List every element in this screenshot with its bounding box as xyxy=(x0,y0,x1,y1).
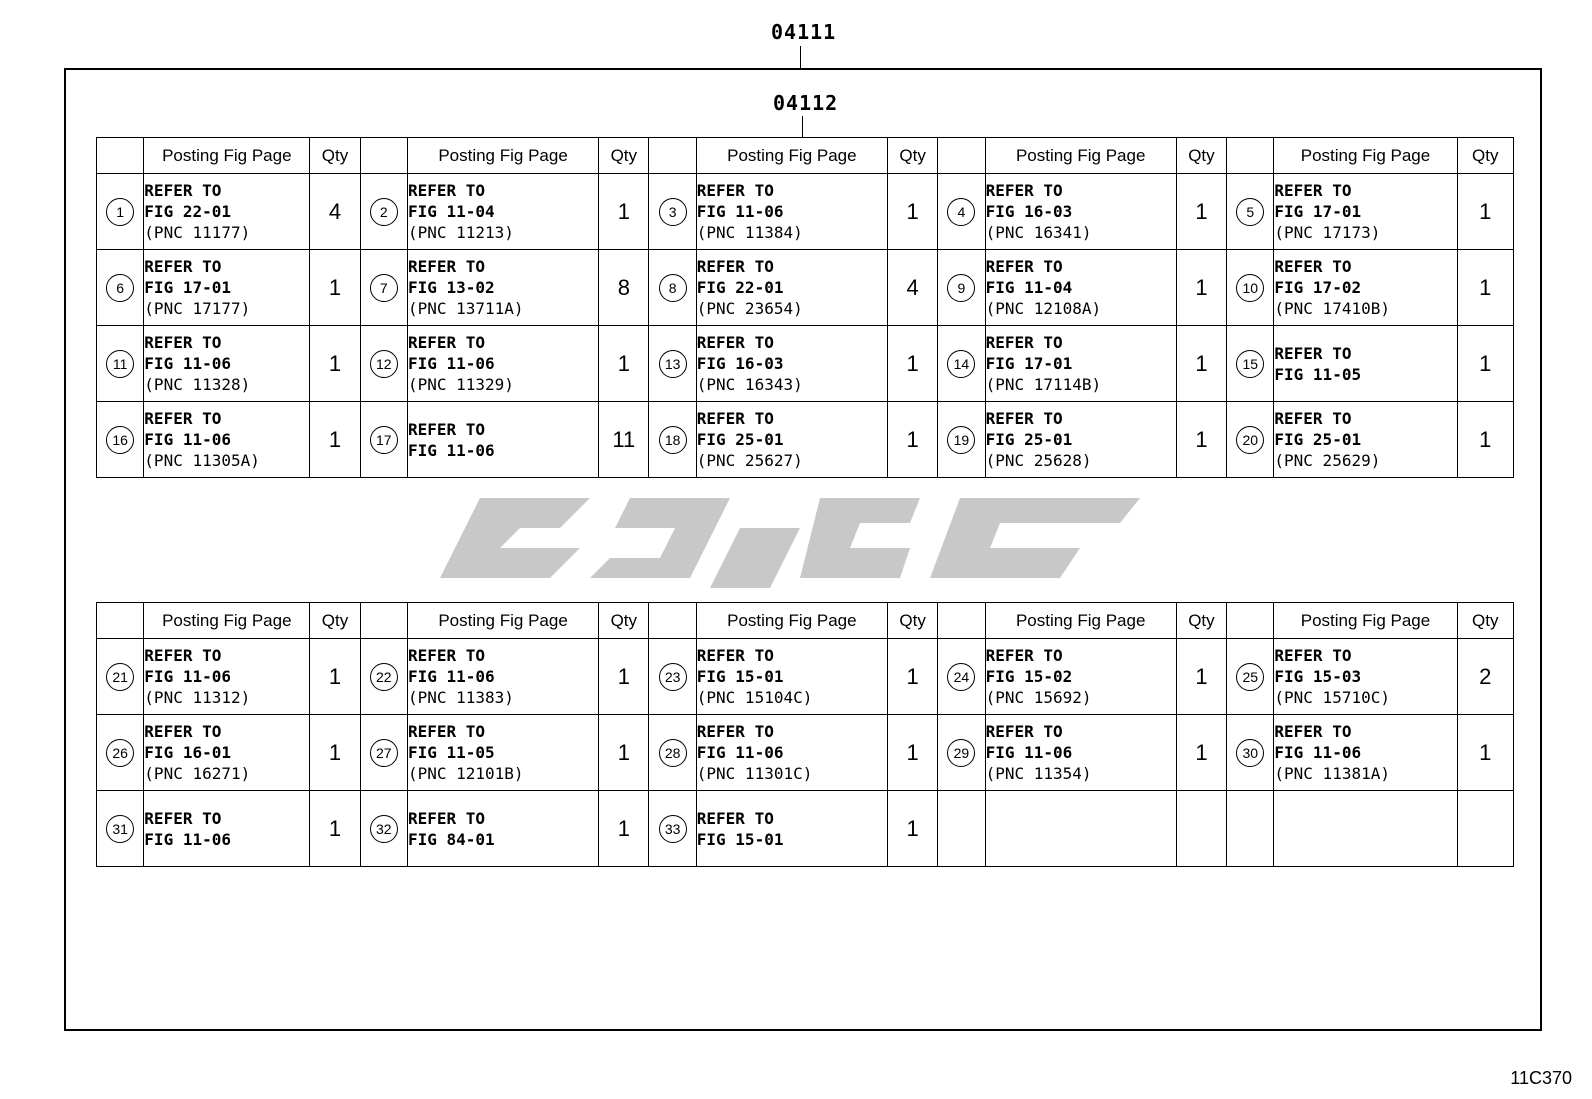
parts-table-lower xyxy=(96,602,1514,867)
fig-page-text: FIG 16-01 xyxy=(144,743,231,762)
posting-reference-cell xyxy=(985,174,1176,250)
item-number-cell xyxy=(97,639,144,715)
item-number-cell xyxy=(938,326,985,402)
fig-page-text: FIG 15-02 xyxy=(985,667,1073,686)
pnc-text: (PNC 12101B) xyxy=(407,764,524,783)
inner-assembly-label: 04112 xyxy=(773,91,839,115)
posting-reference-cell xyxy=(1274,791,1457,867)
refer-to-text: REFER TO xyxy=(144,722,222,741)
item-number-circle: 26 xyxy=(106,739,134,767)
item-number-cell xyxy=(938,639,985,715)
table-row xyxy=(97,715,1514,791)
item-number-circle: 31 xyxy=(106,815,134,843)
item-number-cell xyxy=(360,639,407,715)
item-number-cell xyxy=(1227,174,1274,250)
item-number-circle: 30 xyxy=(1236,739,1264,767)
fig-page-text: FIG 16-03 xyxy=(985,202,1073,221)
quantity-cell: 1 xyxy=(1457,326,1513,402)
refer-to-text: REFER TO xyxy=(144,333,222,352)
refer-to-text: REFER TO xyxy=(696,722,774,741)
item-number-cell xyxy=(97,250,144,326)
item-number-cell xyxy=(649,791,696,867)
header-posting-fig-page: Posting Fig Page xyxy=(696,603,887,639)
table-header-row xyxy=(97,138,1514,174)
item-number-circle: 28 xyxy=(659,739,687,767)
item-number-circle: 10 xyxy=(1236,274,1264,302)
refer-to-text: REFER TO xyxy=(144,257,222,276)
posting-reference-cell xyxy=(696,715,887,791)
item-number-circle: 21 xyxy=(106,663,134,691)
quantity-cell: 1 xyxy=(599,791,649,867)
item-number-cell xyxy=(649,326,696,402)
quantity-cell: 1 xyxy=(310,250,360,326)
item-number-circle: 9 xyxy=(947,274,975,302)
header-posting-fig-page: Posting Fig Page xyxy=(144,138,310,174)
quantity-cell: 1 xyxy=(887,715,937,791)
header-blank-cell xyxy=(938,138,985,174)
pnc-text: (PNC 16343) xyxy=(696,375,803,394)
item-number-cell xyxy=(649,402,696,478)
posting-reference-cell xyxy=(407,250,598,326)
fig-page-text: FIG 11-06 xyxy=(407,440,495,460)
refer-to-text: REFER TO xyxy=(696,646,774,665)
fig-page-text: FIG 11-06 xyxy=(144,667,231,686)
item-number-circle: 7 xyxy=(370,274,398,302)
table-row xyxy=(97,791,1514,867)
quantity-cell: 2 xyxy=(1457,639,1513,715)
header-blank-cell xyxy=(1227,603,1274,639)
refer-to-text: REFER TO xyxy=(985,409,1063,428)
posting-reference-cell xyxy=(144,715,310,791)
item-number-cell xyxy=(1227,326,1274,402)
item-number-circle: 11 xyxy=(106,350,134,378)
header-qty: Qty xyxy=(1176,603,1226,639)
item-number-cell xyxy=(97,326,144,402)
header-qty: Qty xyxy=(1176,138,1226,174)
fig-page-text: FIG 25-01 xyxy=(985,430,1073,449)
figure-code: 11C370 xyxy=(1510,1068,1572,1088)
posting-reference-cell xyxy=(1274,402,1457,478)
header-posting-fig-page: Posting Fig Page xyxy=(985,603,1176,639)
posting-reference-cell xyxy=(144,250,310,326)
fig-page-text: FIG 17-01 xyxy=(985,354,1073,373)
header-blank-cell xyxy=(97,138,144,174)
table-row xyxy=(97,174,1514,250)
refer-to-text: REFER TO xyxy=(407,333,486,352)
item-number-circle: 14 xyxy=(947,350,975,378)
pnc-text: (PNC 12108A) xyxy=(985,299,1102,318)
refer-to-text: REFER TO xyxy=(696,808,774,828)
posting-reference-cell xyxy=(985,326,1176,402)
quantity-cell xyxy=(1457,791,1513,867)
header-qty: Qty xyxy=(887,603,937,639)
refer-to-text: REFER TO xyxy=(1274,181,1352,200)
quantity-cell: 1 xyxy=(599,174,649,250)
pnc-text: (PNC 17173) xyxy=(1274,223,1381,242)
posting-reference-cell xyxy=(696,326,887,402)
item-number-cell xyxy=(938,250,985,326)
quantity-cell: 1 xyxy=(1176,715,1226,791)
outer-leader-line xyxy=(800,46,801,68)
fig-page-text: FIG 84-01 xyxy=(407,829,495,849)
item-number-circle: 19 xyxy=(947,426,975,454)
header-qty: Qty xyxy=(599,603,649,639)
pnc-text: (PNC 11354) xyxy=(985,764,1092,783)
pnc-text: (PNC 11305A) xyxy=(144,451,260,470)
quantity-cell: 8 xyxy=(599,250,649,326)
item-number-cell xyxy=(360,250,407,326)
refer-to-text: REFER TO xyxy=(144,646,222,665)
refer-to-text: REFER TO xyxy=(1274,646,1352,665)
quantity-cell: 1 xyxy=(1457,174,1513,250)
header-qty: Qty xyxy=(1457,138,1513,174)
table-row xyxy=(97,250,1514,326)
item-number-cell xyxy=(938,791,985,867)
item-number-cell xyxy=(1227,791,1274,867)
posting-reference-cell xyxy=(407,174,598,250)
quantity-cell: 1 xyxy=(599,715,649,791)
quantity-cell: 1 xyxy=(887,791,937,867)
table-row xyxy=(97,326,1514,402)
item-number-cell xyxy=(938,174,985,250)
fig-page-text: FIG 11-06 xyxy=(1274,743,1362,762)
outer-assembly-label: 04111 xyxy=(771,20,837,44)
table-row xyxy=(97,402,1514,478)
fig-page-text: FIG 17-02 xyxy=(1274,278,1362,297)
item-number-circle: 1 xyxy=(106,198,134,226)
fig-page-text: FIG 22-01 xyxy=(696,278,784,297)
pnc-text: (PNC 16341) xyxy=(985,223,1092,242)
item-number-cell xyxy=(97,402,144,478)
item-number-cell xyxy=(1227,715,1274,791)
header-posting-fig-page: Posting Fig Page xyxy=(985,138,1176,174)
posting-reference-cell xyxy=(1274,174,1457,250)
table-row xyxy=(97,639,1514,715)
quantity-cell: 4 xyxy=(310,174,360,250)
refer-to-text: REFER TO xyxy=(407,419,486,439)
refer-to-text: REFER TO xyxy=(696,409,774,428)
item-number-cell xyxy=(97,715,144,791)
quantity-cell: 1 xyxy=(887,326,937,402)
item-number-circle: 5 xyxy=(1236,198,1264,226)
posting-reference-cell xyxy=(696,250,887,326)
item-number-cell xyxy=(938,402,985,478)
quantity-cell: 1 xyxy=(310,715,360,791)
header-qty: Qty xyxy=(599,138,649,174)
posting-reference-cell xyxy=(1274,326,1457,402)
quantity-cell: 1 xyxy=(887,639,937,715)
item-number-cell xyxy=(649,715,696,791)
posting-reference-cell xyxy=(407,326,598,402)
pnc-text: (PNC 11177) xyxy=(144,223,251,242)
header-blank-cell xyxy=(97,603,144,639)
watermark-logo xyxy=(440,478,1160,598)
header-posting-fig-page: Posting Fig Page xyxy=(696,138,887,174)
refer-to-text: REFER TO xyxy=(1274,722,1352,741)
refer-to-text: REFER TO xyxy=(985,181,1063,200)
item-number-circle: 18 xyxy=(659,426,687,454)
header-blank-cell xyxy=(649,138,696,174)
quantity-cell: 4 xyxy=(887,250,937,326)
item-number-circle: 27 xyxy=(370,739,398,767)
refer-to-text: REFER TO xyxy=(144,409,222,428)
posting-reference-cell xyxy=(144,402,310,478)
item-number-circle: 25 xyxy=(1236,663,1264,691)
quantity-cell: 1 xyxy=(599,639,649,715)
refer-to-text: REFER TO xyxy=(407,808,486,828)
pnc-text: (PNC 15104C) xyxy=(696,688,813,707)
fig-page-text: FIG 11-06 xyxy=(696,202,784,221)
refer-to-text: REFER TO xyxy=(407,181,486,200)
pnc-text: (PNC 11381A) xyxy=(1274,764,1390,783)
pnc-text: (PNC 16271) xyxy=(144,764,251,783)
quantity-cell: 1 xyxy=(1176,250,1226,326)
item-number-circle: 6 xyxy=(106,274,134,302)
item-number-circle: 22 xyxy=(370,663,398,691)
fig-page-text: FIG 15-01 xyxy=(696,667,784,686)
fig-page-text: FIG 25-01 xyxy=(696,430,784,449)
refer-to-text: REFER TO xyxy=(407,646,486,665)
fig-page-text: FIG 11-06 xyxy=(144,430,231,449)
quantity-cell xyxy=(1176,791,1226,867)
item-number-cell xyxy=(1227,639,1274,715)
fig-page-text: FIG 25-01 xyxy=(1274,430,1362,449)
header-qty: Qty xyxy=(887,138,937,174)
quantity-cell: 1 xyxy=(1176,402,1226,478)
quantity-cell: 1 xyxy=(310,402,360,478)
posting-reference-cell xyxy=(407,715,598,791)
item-number-cell xyxy=(1227,250,1274,326)
quantity-cell: 1 xyxy=(1176,174,1226,250)
posting-reference-cell xyxy=(407,639,598,715)
item-number-circle: 32 xyxy=(370,815,398,843)
item-number-cell xyxy=(360,174,407,250)
item-number-cell xyxy=(360,791,407,867)
refer-to-text: REFER TO xyxy=(985,646,1063,665)
pnc-text: (PNC 25629) xyxy=(1274,451,1381,470)
item-number-cell xyxy=(97,174,144,250)
item-number-cell xyxy=(938,715,985,791)
pnc-text: (PNC 11312) xyxy=(144,688,251,707)
item-number-circle: 8 xyxy=(659,274,687,302)
quantity-cell: 1 xyxy=(310,326,360,402)
pnc-text: (PNC 11328) xyxy=(144,375,251,394)
refer-to-text: REFER TO xyxy=(1274,409,1352,428)
posting-reference-cell xyxy=(1274,250,1457,326)
refer-to-text: REFER TO xyxy=(696,181,774,200)
fig-page-text: FIG 22-01 xyxy=(144,202,231,221)
pnc-text: (PNC 11213) xyxy=(407,223,514,242)
item-number-circle: 15 xyxy=(1236,350,1264,378)
pnc-text: (PNC 25628) xyxy=(985,451,1092,470)
item-number-circle: 24 xyxy=(947,663,975,691)
pnc-text: (PNC 17177) xyxy=(144,299,251,318)
fig-page-text: FIG 11-04 xyxy=(407,202,495,221)
quantity-cell: 1 xyxy=(599,326,649,402)
item-number-circle: 29 xyxy=(947,739,975,767)
posting-reference-cell xyxy=(985,715,1176,791)
item-number-circle: 17 xyxy=(370,426,398,454)
pnc-text: (PNC 17410B) xyxy=(1274,299,1390,318)
header-posting-fig-page: Posting Fig Page xyxy=(1274,603,1457,639)
pnc-text: (PNC 11329) xyxy=(407,375,514,394)
fig-page-text: FIG 15-03 xyxy=(1274,667,1362,686)
fig-page-text: FIG 11-06 xyxy=(407,354,495,373)
item-number-cell xyxy=(360,402,407,478)
item-number-cell xyxy=(97,791,144,867)
pnc-text: (PNC 15710C) xyxy=(1274,688,1390,707)
item-number-circle: 16 xyxy=(106,426,134,454)
posting-reference-cell xyxy=(696,402,887,478)
quantity-cell: 11 xyxy=(599,402,649,478)
item-number-circle: 20 xyxy=(1236,426,1264,454)
refer-to-text: REFER TO xyxy=(1274,257,1352,276)
item-number-cell xyxy=(649,174,696,250)
pnc-text: (PNC 13711A) xyxy=(407,299,524,318)
fig-page-text: FIG 17-01 xyxy=(1274,202,1362,221)
fig-page-text: FIG 13-02 xyxy=(407,278,495,297)
posting-reference-cell xyxy=(144,639,310,715)
refer-to-text: REFER TO xyxy=(985,333,1063,352)
header-posting-fig-page: Posting Fig Page xyxy=(1274,138,1457,174)
posting-reference-cell xyxy=(407,402,598,478)
parts-table-upper xyxy=(96,137,1514,478)
fig-page-text: FIG 11-06 xyxy=(144,354,231,373)
item-number-cell xyxy=(649,639,696,715)
pnc-text: (PNC 15692) xyxy=(985,688,1092,707)
header-blank-cell xyxy=(649,603,696,639)
header-blank-cell xyxy=(360,138,407,174)
posting-reference-cell xyxy=(1274,715,1457,791)
inner-leader-line xyxy=(802,116,803,138)
fig-page-text: FIG 16-03 xyxy=(696,354,784,373)
refer-to-text: REFER TO xyxy=(985,257,1063,276)
quantity-cell: 1 xyxy=(1457,715,1513,791)
refer-to-text: REFER TO xyxy=(407,722,486,741)
quantity-cell: 1 xyxy=(1176,639,1226,715)
refer-to-text: REFER TO xyxy=(696,257,774,276)
fig-page-text: FIG 11-06 xyxy=(407,667,495,686)
fig-page-text: FIG 17-01 xyxy=(144,278,231,297)
header-posting-fig-page: Posting Fig Page xyxy=(407,603,598,639)
refer-to-text: REFER TO xyxy=(696,333,774,352)
fig-page-text: FIG 11-06 xyxy=(144,829,231,849)
item-number-cell xyxy=(649,250,696,326)
quantity-cell: 1 xyxy=(310,639,360,715)
item-number-cell xyxy=(1227,402,1274,478)
fig-page-text: FIG 11-06 xyxy=(985,743,1073,762)
posting-reference-cell xyxy=(696,639,887,715)
pnc-text: (PNC 17114B) xyxy=(985,375,1102,394)
posting-reference-cell xyxy=(985,250,1176,326)
pnc-text: (PNC 11383) xyxy=(407,688,514,707)
refer-to-text: REFER TO xyxy=(144,181,222,200)
posting-reference-cell xyxy=(985,791,1176,867)
pnc-text: (PNC 11384) xyxy=(696,223,803,242)
header-qty: Qty xyxy=(1457,603,1513,639)
posting-reference-cell xyxy=(144,326,310,402)
header-blank-cell xyxy=(1227,138,1274,174)
quantity-cell: 1 xyxy=(1176,326,1226,402)
posting-reference-cell xyxy=(696,791,887,867)
pnc-text: (PNC 25627) xyxy=(696,451,803,470)
header-posting-fig-page: Posting Fig Page xyxy=(407,138,598,174)
item-number-circle: 33 xyxy=(659,815,687,843)
posting-reference-cell xyxy=(407,791,598,867)
quantity-cell: 1 xyxy=(887,402,937,478)
item-number-circle: 2 xyxy=(370,198,398,226)
item-number-circle: 12 xyxy=(370,350,398,378)
header-qty: Qty xyxy=(310,603,360,639)
header-blank-cell xyxy=(360,603,407,639)
item-number-circle: 3 xyxy=(659,198,687,226)
item-number-circle: 4 xyxy=(947,198,975,226)
item-number-cell xyxy=(360,715,407,791)
posting-reference-cell xyxy=(1274,639,1457,715)
refer-to-text: REFER TO xyxy=(985,722,1063,741)
posting-reference-cell xyxy=(144,791,310,867)
table-header-row xyxy=(97,603,1514,639)
refer-to-text: REFER TO xyxy=(144,808,222,828)
header-posting-fig-page: Posting Fig Page xyxy=(144,603,310,639)
fig-page-text: FIG 11-05 xyxy=(407,743,495,762)
fig-page-text: FIG 11-06 xyxy=(696,743,784,762)
fig-page-text: FIG 11-05 xyxy=(1274,364,1362,384)
pnc-text: (PNC 11301C) xyxy=(696,764,813,783)
item-number-circle: 13 xyxy=(659,350,687,378)
quantity-cell: 1 xyxy=(1457,250,1513,326)
fig-page-text: FIG 11-04 xyxy=(985,278,1073,297)
posting-reference-cell xyxy=(696,174,887,250)
posting-reference-cell xyxy=(985,402,1176,478)
quantity-cell: 1 xyxy=(310,791,360,867)
fig-page-text: FIG 15-01 xyxy=(696,829,784,849)
refer-to-text: REFER TO xyxy=(1274,343,1352,363)
quantity-cell: 1 xyxy=(887,174,937,250)
header-blank-cell xyxy=(938,603,985,639)
quantity-cell: 1 xyxy=(1457,402,1513,478)
posting-reference-cell xyxy=(144,174,310,250)
item-number-cell xyxy=(360,326,407,402)
refer-to-text: REFER TO xyxy=(407,257,486,276)
item-number-circle: 23 xyxy=(659,663,687,691)
header-qty: Qty xyxy=(310,138,360,174)
posting-reference-cell xyxy=(985,639,1176,715)
pnc-text: (PNC 23654) xyxy=(696,299,803,318)
